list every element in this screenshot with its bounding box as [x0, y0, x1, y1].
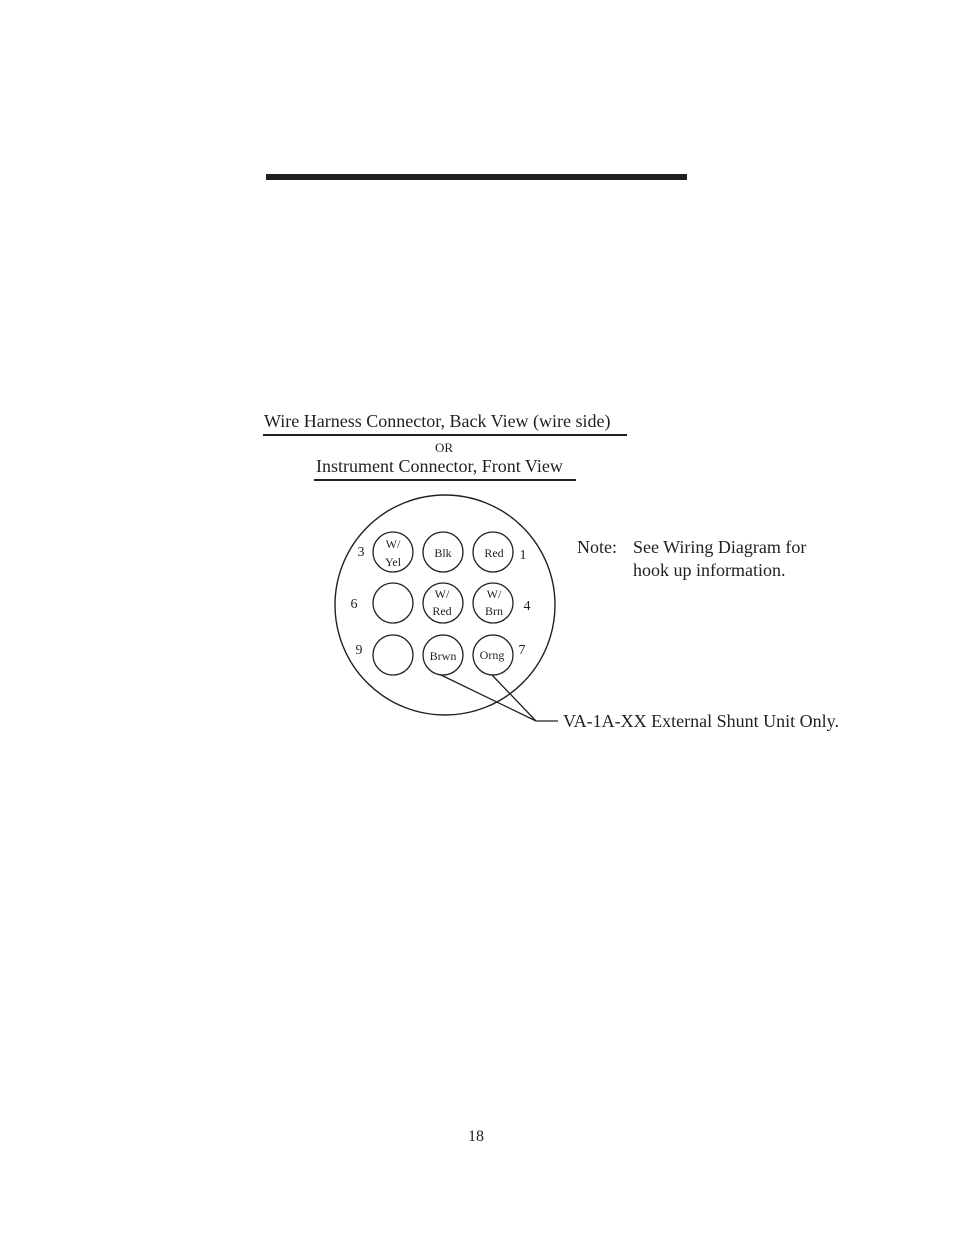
pin-number: 4	[523, 599, 531, 614]
callout-leader	[492, 675, 536, 721]
pin-label: Yel	[384, 555, 402, 569]
pin-label: W/	[434, 587, 450, 601]
pin-label: W/	[486, 587, 502, 601]
pin-label: Orng	[479, 648, 505, 662]
or-label: OR	[435, 440, 454, 455]
pin-label: W/	[385, 537, 401, 551]
pin-label: Red	[432, 604, 452, 618]
pin-socket	[373, 583, 413, 623]
note-label: Note:	[577, 537, 617, 557]
pin-number: 7	[518, 643, 526, 658]
pin-number: 6	[350, 597, 358, 612]
page-number: 18	[468, 1128, 484, 1145]
pin-number: 3	[357, 545, 365, 560]
connector-title-back-view: Wire Harness Connector, Back View (wire side)	[264, 411, 611, 431]
pin-label: Red	[484, 546, 504, 560]
pin-number: 1	[519, 548, 527, 563]
pin-label: Brwn	[429, 649, 457, 663]
note-line-1: See Wiring Diagram for	[633, 537, 807, 557]
pin-label: Brn	[485, 604, 503, 618]
pin-label: Blk	[434, 546, 452, 560]
pin-socket	[373, 635, 413, 675]
note-line-2: hook up information.	[633, 560, 786, 580]
connector-title-front-view: Instrument Connector, Front View	[316, 456, 563, 476]
pin-number: 9	[355, 643, 363, 658]
shunt-callout-text: VA-1A-XX External Shunt Unit Only.	[563, 711, 839, 731]
